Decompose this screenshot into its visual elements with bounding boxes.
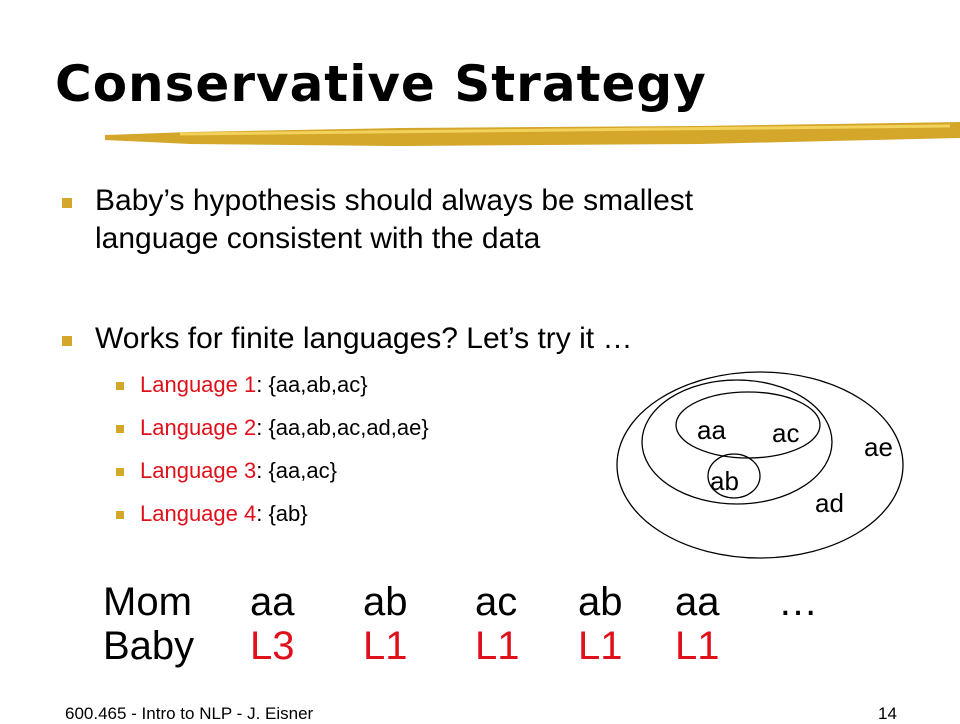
mom-ellipsis: … — [778, 580, 818, 624]
venn-label-ad: ad — [815, 488, 844, 518]
language-4-item: Language 4: {ab} — [140, 501, 308, 526]
bullet-1-line2: language consistent with the data — [95, 222, 541, 255]
language-2-ellipse — [617, 372, 903, 558]
baby-label: Baby — [103, 624, 195, 668]
language-2-item: Language 2: {aa,ab,ac,ad,ae} — [140, 415, 429, 440]
baby-guess-1: L3 — [250, 624, 295, 668]
mom-label: Mom — [103, 580, 192, 624]
venn-diagram — [610, 370, 930, 570]
title-underline — [100, 120, 960, 160]
venn-label-ae: ae — [864, 432, 893, 462]
mom-utterance-2: ab — [363, 580, 408, 624]
sub-bullet-marker — [116, 511, 124, 519]
bullet-1-line1: Baby’s hypothesis should always be smallest — [95, 184, 694, 217]
bullet-marker — [62, 198, 72, 208]
mom-utterance-5: aa — [675, 580, 720, 624]
sub-bullet-marker — [116, 382, 124, 390]
sub-bullet-marker — [116, 468, 124, 476]
page-number: 14 — [878, 704, 897, 723]
mom-utterance-4: ab — [578, 580, 623, 624]
baby-guess-3: L1 — [475, 624, 520, 668]
venn-label-ac: ac — [772, 418, 800, 448]
footer-course: 600.465 - Intro to NLP - J. Eisner — [65, 704, 314, 723]
language-3-item: Language 3: {aa,ac} — [140, 458, 337, 483]
sub-bullet-marker — [116, 425, 124, 433]
mom-utterance-3: ac — [475, 580, 518, 624]
venn-label-ab: ab — [710, 466, 739, 496]
baby-guess-5: L1 — [675, 624, 720, 668]
baby-guess-2: L1 — [363, 624, 408, 668]
baby-guess-4: L1 — [578, 624, 623, 668]
bullet-marker — [62, 336, 72, 346]
bullet-2-text: Works for finite languages? Let’s try it … — [95, 322, 633, 355]
slide-title: Conservative Strategy — [55, 55, 707, 113]
language-1-item: Language 1: {aa,ab,ac} — [140, 372, 368, 397]
venn-label-aa: aa — [697, 415, 726, 445]
mom-utterance-1: aa — [250, 580, 295, 624]
